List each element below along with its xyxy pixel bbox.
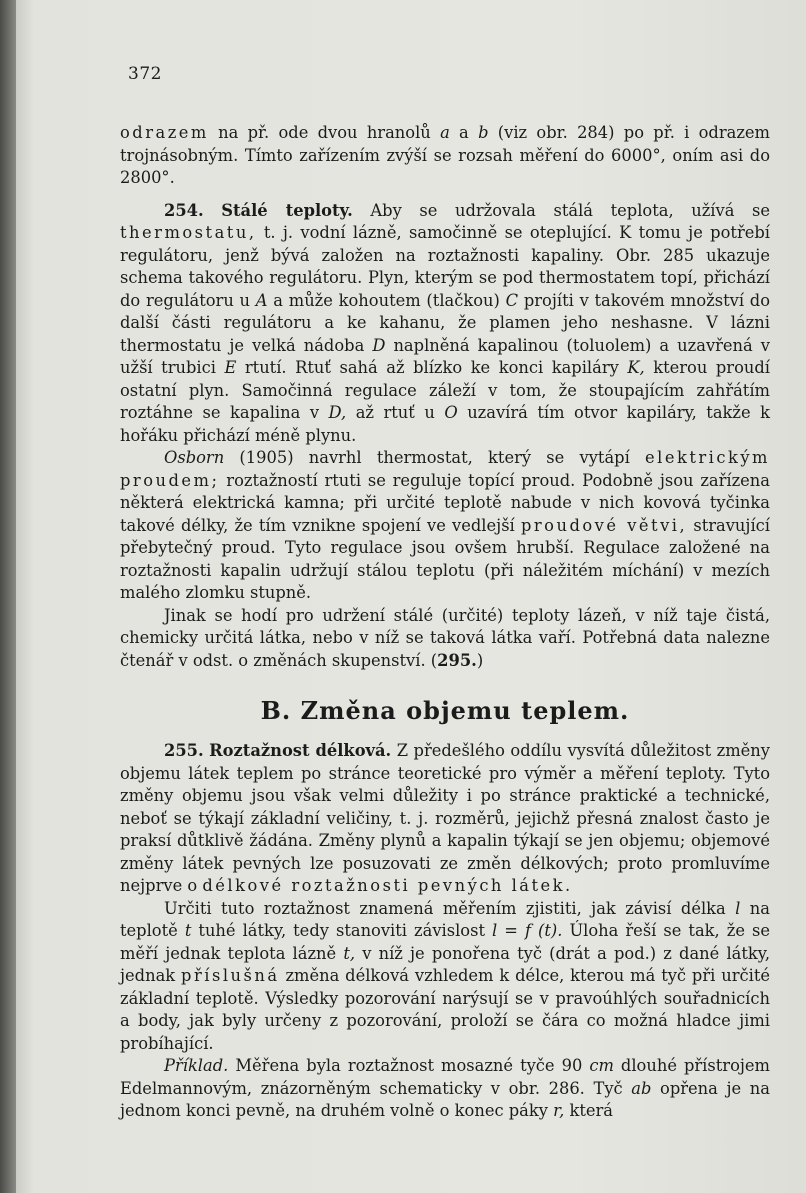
book-spine-shadow bbox=[0, 0, 16, 1193]
paragraph-urciti: Určiti tuto roztažnost znamená měřením zjistiti, jak závisí délka l na teplotě t tuhé látky, tedy stanoviti závislost l = f (t). Úloha řeší se tak, že se měří jednak teplota lázně t, v níž je ponořena tyč (drát a pod.) z dané látky, jednak příslušná změna délková vzhledem k délce, kterou má tyč při určité základní teplotě. Výsledky pozorování narýsují se v pravoúhlých souřadnicích a body, jak byly určeny z pozorování, proloží se čára co možná hladce jimi probíhající. bbox=[120, 898, 770, 1053]
paragraph-continuation: odrazem na př. ode dvou hranolů a a b (viz obr. 284) po př. i odrazem trojnásobným. Tímto zařízením zvýší se rozsah měření do 6000°, oním asi do 2800°. bbox=[120, 123, 771, 187]
text-block bbox=[120, 122, 770, 1123]
section-254: 254. Stálé teploty. Aby se udržovala stálá teplota, užívá se thermostatu, t. j. vodní lázně, samočinně se oteplující. K tomu je potřebí regulátoru, jenž bývá založen na roztažnosti kapaliny. Obr. 285 ukazuje schema takového regulátoru. Plyn, kterým se pod thermostatem topí, přichází do regulátoru u A a může kohoutem (tlačkou) C projíti v takovém množství do další části regulátoru a ke kahanu, že plamen jeho neshasne. V lázni thermostatu je velká nádoba D naplněná kapalinou (toluolem) a uzavřená v užší trubici E rtutí. Rtuť sahá až blízko ke konci kapiláry K, kterou proudí ostatní plyn. Samočinná regulace záleží v tom, že stoupajícím zahřátím roztáhne se kapalina v D, až rtuť u O uzavírá tím otvor kapiláry, takže k hořáku přichází méně plynu. bbox=[120, 200, 771, 445]
page-number: 372 bbox=[128, 64, 162, 84]
paragraph-jinak: Jinak se hodí pro udržení stálé (určité) teploty lázeň, v níž taje čistá, chemicky určitá látka, nebo v níž se taková látka vaří. Potřebná data nalezne čtenář v odst. o změnách skupenství. (295.) bbox=[120, 605, 770, 670]
paragraph-osborn: Osborn (1905) navrhl thermostat, který se vytápí elektrickým proudem; roztažností rtuti se reguluje topící proud. Podobně jsou zařízena některá elektrická kamna; při určité teplotě nabude v nich kovová tyčinka takové délky, že tím vznikne spojení ve vedlejší proudové větvi, stravující přebytečný proud. Tyto regulace jsou ovšem hrubší. Regulace založené na roztažnosti kapalin udržují stálou teplotu (při náležitém míchání) v mezích malého zlomku stupně. bbox=[120, 448, 770, 602]
section-heading: B. Změna objemu teplem. bbox=[260, 696, 630, 725]
section-255: 255. Roztažnost délková. Z předešlého oddílu vysvítá důležitost změny objemu látek teplem po stránce teoretické pro výměr a měření teploty. Tyto změny objemu jsou však velmi důležity i po stránce praktické a technické, neboť se týkají základní veličiny, t. j. rozměrů, jejichž přesná znalost často je praksí důtklivě žádána. Změny plynů a kapalin týkají se jen objemu; objemové změny látek pevných lze posuzovati ze změn délkových; proto promluvíme nejprve o délkové roztažnosti pevných látek. bbox=[120, 741, 770, 895]
paragraph-priklad: Příklad. Měřena byla roztažnost mosazné tyče 90 cm dlouhé přístrojem Edelmannovým, znázorněným schematicky v obr. 286. Tyč ab opřena je na jednom konci pevně, na druhém volně o konec páky r, která bbox=[120, 1056, 770, 1120]
